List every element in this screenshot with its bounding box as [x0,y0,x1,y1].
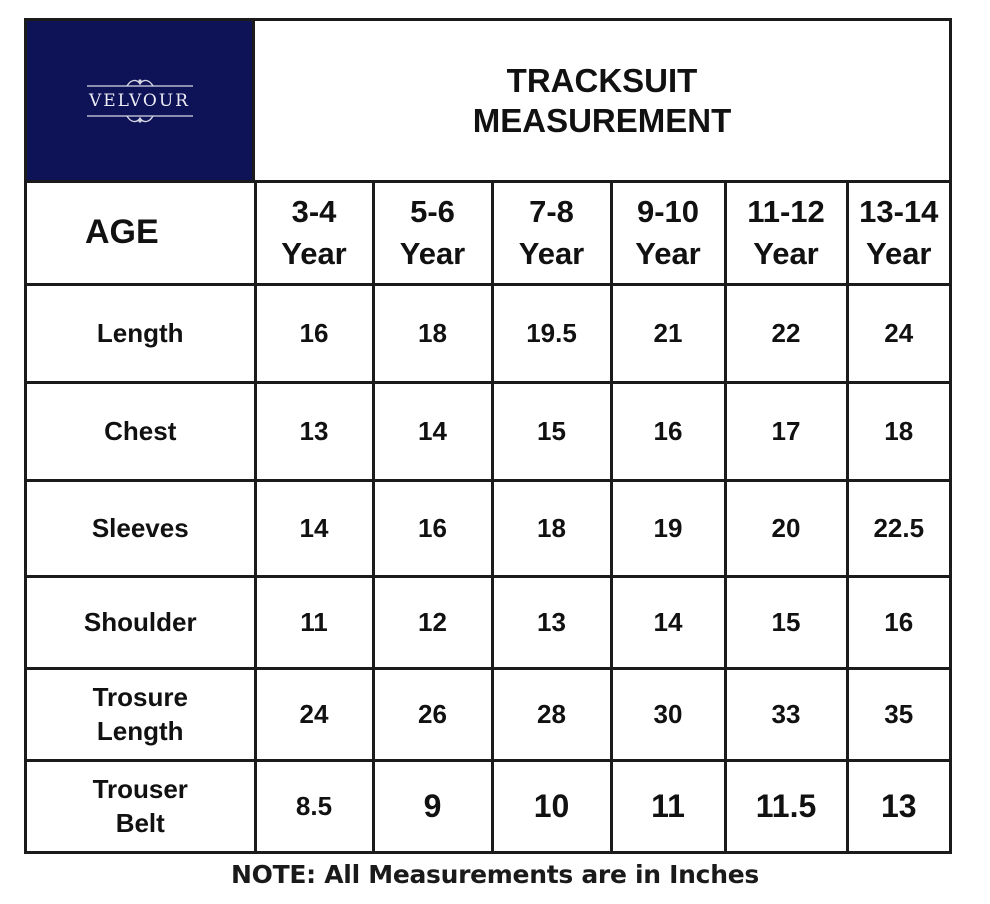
table-cell: 19 [611,480,725,576]
row-label-trosure-length: Trosure Length [27,668,255,760]
table-cell: 35 [847,668,949,760]
age-column-header: 5-6 Year [373,183,492,284]
table-cell: 13 [847,760,949,851]
table-cell: 16 [373,480,492,576]
row-label-chest: Chest [27,382,255,480]
age-column-header: 9-10 Year [611,183,725,284]
table-cell: 21 [611,284,725,382]
table-cell: 11 [611,760,725,851]
table-row [27,284,949,382]
table-row [27,576,949,668]
row-label-shoulder: Shoulder [27,576,255,668]
table-cell: 28 [492,668,611,760]
table-cell: 14 [255,480,373,576]
table-cell: 30 [611,668,725,760]
table-cell: 11 [255,576,373,668]
table-cell: 14 [611,576,725,668]
row-label-length: Length [27,284,255,382]
table-cell: 17 [725,382,847,480]
table-cell: 26 [373,668,492,760]
table-cell: 18 [492,480,611,576]
table-cell: 8.5 [255,760,373,851]
size-chart [24,18,952,854]
table-cell: 13 [255,382,373,480]
table-cell: 22.5 [847,480,949,576]
brand-logo [85,71,195,131]
title-line-1: TRACKSUIT [506,61,698,99]
table-cell: 10 [492,760,611,851]
table-cell: 9 [373,760,492,851]
age-column-header: 3-4 Year [255,183,373,284]
ornament-bottom-icon [87,112,193,124]
age-column-header: 11-12 Year [725,183,847,284]
table-cell: 11.5 [725,760,847,851]
age-header: AGE [27,183,255,284]
table-cell: 18 [373,284,492,382]
age-header-row [27,183,949,284]
table-cell: 20 [725,480,847,576]
title-line-2: MEASUREMENT [472,101,732,139]
table-cell: 24 [847,284,949,382]
table-cell: 13 [492,576,611,668]
table-row [27,760,949,851]
table-cell: 19.5 [492,284,611,382]
brand-name: VELVOUR [88,90,190,111]
table-cell: 16 [611,382,725,480]
brand-logo-panel [27,21,255,183]
table-cell: 14 [373,382,492,480]
ornament-top-icon [87,78,193,90]
table-cell: 33 [725,668,847,760]
table-cell: 15 [725,576,847,668]
table-row [27,668,949,760]
table-cell: 12 [373,576,492,668]
chart-title [255,21,949,183]
row-label-sleeves: Sleeves [27,480,255,576]
measurement-note: NOTE: All Measurements are in Inches [231,860,759,889]
table-row [27,480,949,576]
table-cell: 16 [847,576,949,668]
table-cell: 22 [725,284,847,382]
age-column-header: 13-14 Year [847,183,949,284]
table-cell: 15 [492,382,611,480]
table-cell: 24 [255,668,373,760]
row-label-trouser-belt: Trouser Belt [27,760,255,851]
table-cell: 16 [255,284,373,382]
age-column-header: 7-8 Year [492,183,611,284]
table-cell: 18 [847,382,949,480]
table-row [27,382,949,480]
measurement-table [27,183,949,851]
